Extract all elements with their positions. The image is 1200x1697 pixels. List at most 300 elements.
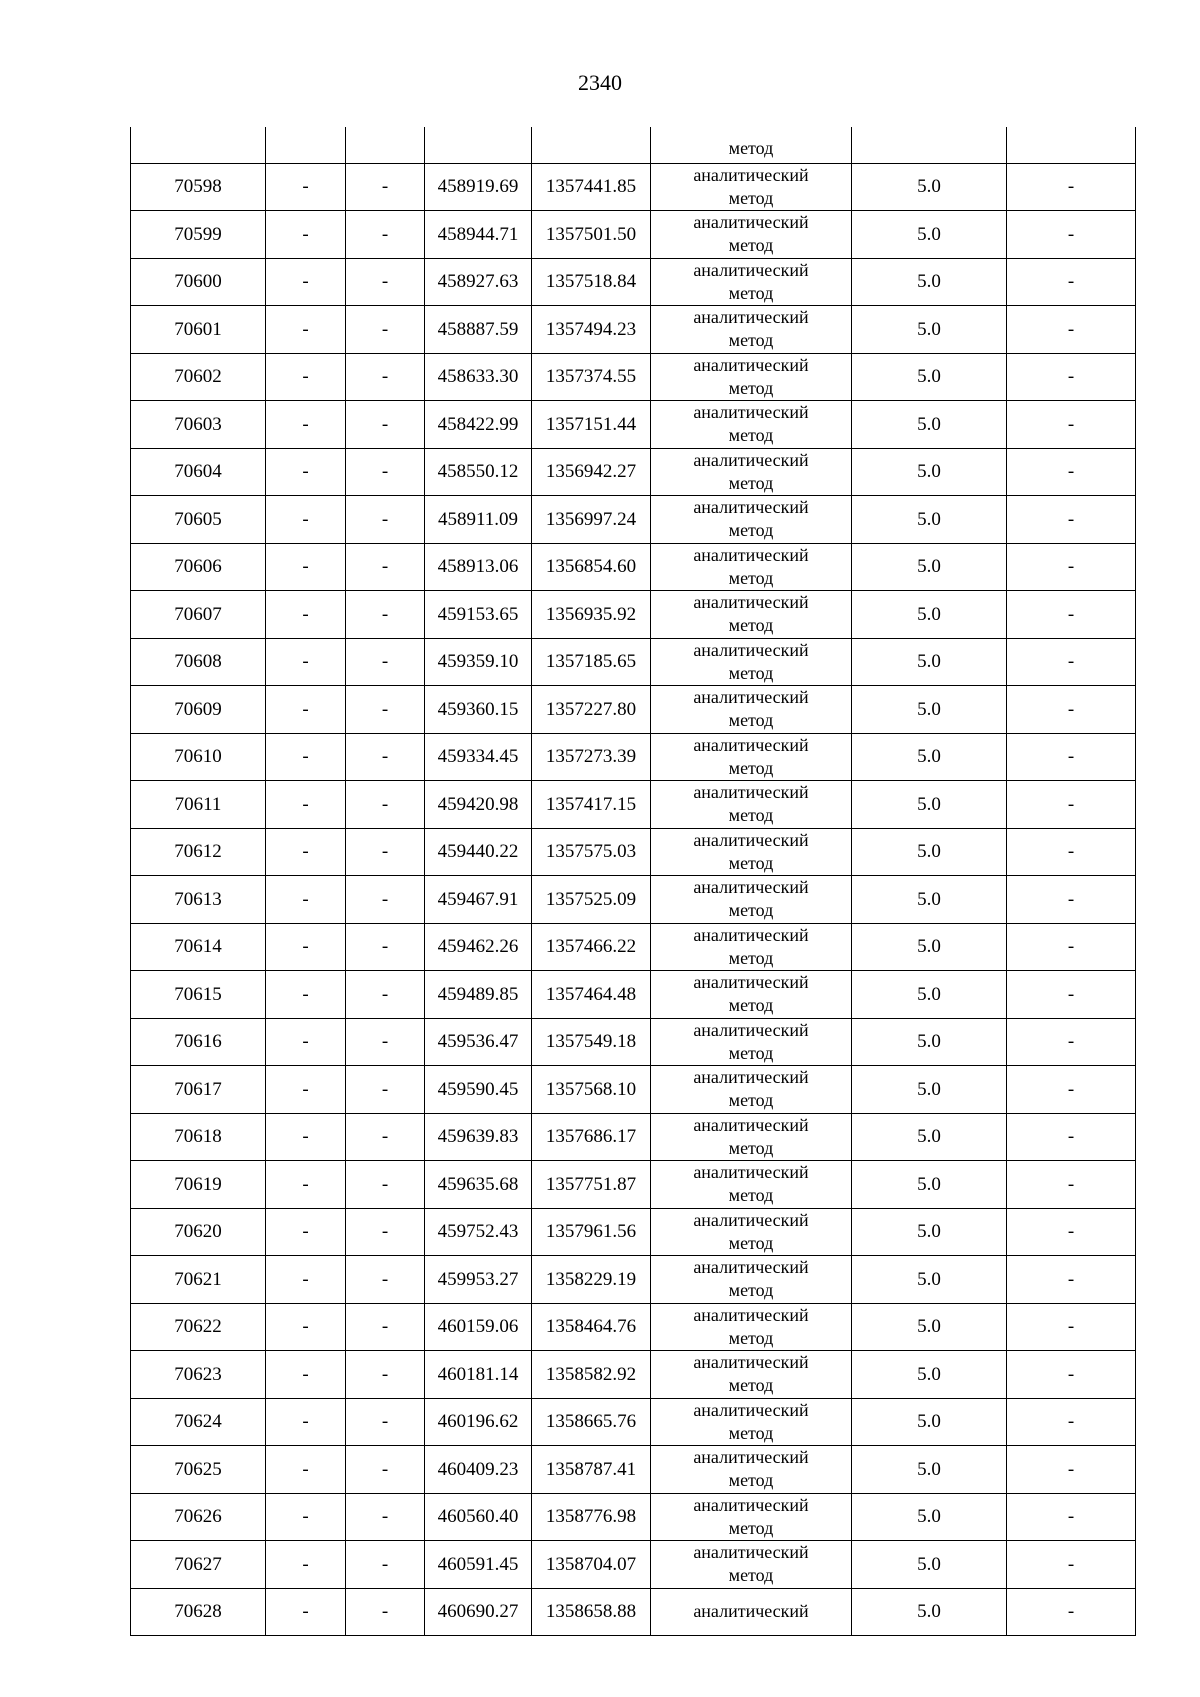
col2-cell: - xyxy=(266,1351,346,1399)
col3-cell xyxy=(346,127,425,163)
point-id-cell: 70617 xyxy=(131,1066,266,1114)
method-line-2: метод xyxy=(728,852,774,873)
point-id-cell: 70599 xyxy=(131,211,266,259)
method-cell xyxy=(651,1398,852,1446)
accuracy-cell: 5.0 xyxy=(852,401,1007,449)
method-line-1: аналитический xyxy=(693,1067,809,1088)
point-id-cell: 70608 xyxy=(131,638,266,686)
method-line-1: аналитический xyxy=(693,639,809,660)
method-line-2: метод xyxy=(728,377,774,398)
method-line-1: аналитический xyxy=(693,544,809,565)
note-cell: - xyxy=(1007,686,1136,734)
note-cell: - xyxy=(1007,496,1136,544)
col2-cell: - xyxy=(266,496,346,544)
col3-cell: - xyxy=(346,828,425,876)
col3-cell: - xyxy=(346,1398,425,1446)
method-line-1: аналитический xyxy=(693,307,809,328)
y-coordinate-cell: 1356997.24 xyxy=(532,496,651,544)
note-cell: - xyxy=(1007,401,1136,449)
method-cell xyxy=(651,1588,852,1636)
x-coordinate-cell: 459360.15 xyxy=(425,686,532,734)
accuracy-cell: 5.0 xyxy=(852,353,1007,401)
note-cell: - xyxy=(1007,1588,1136,1636)
col3-cell: - xyxy=(346,1493,425,1541)
method-line-2: метод xyxy=(728,1042,774,1063)
x-coordinate-cell: 460690.27 xyxy=(425,1588,532,1636)
note-cell: - xyxy=(1007,1208,1136,1256)
col3-cell: - xyxy=(346,1066,425,1114)
y-coordinate-cell: 1357568.10 xyxy=(532,1066,651,1114)
method-cell xyxy=(651,828,852,876)
method-line-1: аналитический xyxy=(693,402,809,423)
point-id-cell: 70616 xyxy=(131,1018,266,1066)
table-row xyxy=(131,923,1136,971)
col3-cell: - xyxy=(346,401,425,449)
accuracy-cell: 5.0 xyxy=(852,1588,1007,1636)
x-coordinate-cell: 458887.59 xyxy=(425,306,532,354)
table-row xyxy=(131,543,1136,591)
method-cell xyxy=(651,923,852,971)
point-id-cell: 70625 xyxy=(131,1446,266,1494)
col3-cell: - xyxy=(346,258,425,306)
x-coordinate-cell: 459462.26 xyxy=(425,923,532,971)
method-cell xyxy=(651,1446,852,1494)
y-coordinate-cell: 1357374.55 xyxy=(532,353,651,401)
accuracy-cell: 5.0 xyxy=(852,1541,1007,1589)
y-coordinate-cell: 1356942.27 xyxy=(532,448,651,496)
method-line-2: метод xyxy=(728,1327,774,1348)
accuracy-cell: 5.0 xyxy=(852,828,1007,876)
table-row xyxy=(131,258,1136,306)
col2-cell: - xyxy=(266,258,346,306)
table-row xyxy=(131,448,1136,496)
method-line-1: аналитический xyxy=(693,829,809,850)
point-id-cell: 70615 xyxy=(131,971,266,1019)
accuracy-cell: 5.0 xyxy=(852,1398,1007,1446)
method-cell xyxy=(651,448,852,496)
y-coordinate-cell: 1357466.22 xyxy=(532,923,651,971)
col2-cell: - xyxy=(266,448,346,496)
y-coordinate-cell xyxy=(532,127,651,163)
col2-cell: - xyxy=(266,1066,346,1114)
point-id-cell: 70601 xyxy=(131,306,266,354)
method-line-1: аналитический xyxy=(693,449,809,470)
method-cell xyxy=(651,496,852,544)
method-line-1: аналитический xyxy=(693,687,809,708)
note-cell: - xyxy=(1007,1066,1136,1114)
accuracy-cell: 5.0 xyxy=(852,876,1007,924)
method-line-1: аналитический xyxy=(693,259,809,280)
method-line-1: аналитический xyxy=(693,1494,809,1515)
point-id-cell: 70624 xyxy=(131,1398,266,1446)
method-line-1: аналитический xyxy=(693,1601,809,1622)
col3-cell: - xyxy=(346,591,425,639)
method-cell xyxy=(651,876,852,924)
note-cell: - xyxy=(1007,1256,1136,1304)
accuracy-cell: 5.0 xyxy=(852,591,1007,639)
method-line-1: аналитический xyxy=(693,1162,809,1183)
table-row xyxy=(131,1446,1136,1494)
table-row xyxy=(131,828,1136,876)
method-cell xyxy=(651,781,852,829)
table-row xyxy=(131,1018,1136,1066)
method-cell xyxy=(651,971,852,1019)
col3-cell: - xyxy=(346,1161,425,1209)
accuracy-cell: 5.0 xyxy=(852,1018,1007,1066)
y-coordinate-cell: 1357273.39 xyxy=(532,733,651,781)
x-coordinate-cell: 460181.14 xyxy=(425,1351,532,1399)
method-cell xyxy=(651,1303,852,1351)
col3-cell: - xyxy=(346,923,425,971)
col2-cell: - xyxy=(266,1208,346,1256)
col2-cell xyxy=(266,127,346,163)
method-line-2: метод xyxy=(728,662,774,683)
table-row xyxy=(131,591,1136,639)
accuracy-cell: 5.0 xyxy=(852,923,1007,971)
col2-cell: - xyxy=(266,211,346,259)
method-line-2: метод xyxy=(728,1422,774,1443)
method-line-2: метод xyxy=(728,757,774,778)
x-coordinate-cell: 458927.63 xyxy=(425,258,532,306)
col2-cell: - xyxy=(266,876,346,924)
note-cell: - xyxy=(1007,923,1136,971)
method-cell xyxy=(651,638,852,686)
method-cell xyxy=(651,591,852,639)
accuracy-cell: 5.0 xyxy=(852,1066,1007,1114)
x-coordinate-cell: 458550.12 xyxy=(425,448,532,496)
point-id-cell: 70610 xyxy=(131,733,266,781)
table-row xyxy=(131,1161,1136,1209)
note-cell: - xyxy=(1007,781,1136,829)
accuracy-cell: 5.0 xyxy=(852,1208,1007,1256)
method-line-1: аналитический xyxy=(693,497,809,518)
method-line-1: аналитический xyxy=(693,1447,809,1468)
y-coordinate-cell: 1358787.41 xyxy=(532,1446,651,1494)
point-id-cell: 70609 xyxy=(131,686,266,734)
y-coordinate-cell: 1357494.23 xyxy=(532,306,651,354)
x-coordinate-cell: 459420.98 xyxy=(425,781,532,829)
x-coordinate-cell: 459467.91 xyxy=(425,876,532,924)
method-cell xyxy=(651,211,852,259)
method-line-2: метод xyxy=(728,805,774,826)
method-cell xyxy=(651,1066,852,1114)
table-row xyxy=(131,876,1136,924)
accuracy-cell: 5.0 xyxy=(852,163,1007,211)
x-coordinate-cell: 459953.27 xyxy=(425,1256,532,1304)
point-id-cell: 70623 xyxy=(131,1351,266,1399)
x-coordinate-cell: 458422.99 xyxy=(425,401,532,449)
point-id-cell xyxy=(131,127,266,163)
y-coordinate-cell: 1357549.18 xyxy=(532,1018,651,1066)
method-line-2: метод xyxy=(728,282,774,303)
method-line-1: аналитический xyxy=(693,782,809,803)
page-number: 2340 xyxy=(578,70,622,95)
y-coordinate-cell: 1358704.07 xyxy=(532,1541,651,1589)
accuracy-cell: 5.0 xyxy=(852,971,1007,1019)
y-coordinate-cell: 1358229.19 xyxy=(532,1256,651,1304)
method-line-2: метод xyxy=(728,1232,774,1253)
point-id-cell: 70604 xyxy=(131,448,266,496)
y-coordinate-cell: 1357501.50 xyxy=(532,211,651,259)
y-coordinate-cell: 1357151.44 xyxy=(532,401,651,449)
note-cell: - xyxy=(1007,638,1136,686)
note-cell: - xyxy=(1007,306,1136,354)
note-cell: - xyxy=(1007,211,1136,259)
col2-cell: - xyxy=(266,1303,346,1351)
col2-cell: - xyxy=(266,1256,346,1304)
method-line-1: аналитический xyxy=(693,1257,809,1278)
table-row xyxy=(131,211,1136,259)
point-id-cell: 70621 xyxy=(131,1256,266,1304)
col2-cell: - xyxy=(266,781,346,829)
method-line-1: аналитический xyxy=(693,592,809,613)
table-row xyxy=(131,1256,1136,1304)
method-cell xyxy=(651,1493,852,1541)
method-line-2: метод xyxy=(728,1090,774,1111)
y-coordinate-cell: 1357751.87 xyxy=(532,1161,651,1209)
y-coordinate-cell: 1356935.92 xyxy=(532,591,651,639)
method-cell xyxy=(651,1208,852,1256)
col2-cell: - xyxy=(266,1541,346,1589)
accuracy-cell: 5.0 xyxy=(852,1113,1007,1161)
col2-cell: - xyxy=(266,828,346,876)
y-coordinate-cell: 1357417.15 xyxy=(532,781,651,829)
x-coordinate-cell: 458944.71 xyxy=(425,211,532,259)
table-row xyxy=(131,781,1136,829)
method-line-2: метод xyxy=(728,520,774,541)
table-row xyxy=(131,638,1136,686)
x-coordinate-cell: 460591.45 xyxy=(425,1541,532,1589)
accuracy-cell xyxy=(852,127,1007,163)
method-cell xyxy=(651,686,852,734)
note-cell: - xyxy=(1007,971,1136,1019)
accuracy-cell: 5.0 xyxy=(852,1256,1007,1304)
col2-cell: - xyxy=(266,686,346,734)
point-id-cell: 70627 xyxy=(131,1541,266,1589)
method-line-1: аналитический xyxy=(693,354,809,375)
table-row xyxy=(131,1208,1136,1256)
col3-cell: - xyxy=(346,971,425,1019)
note-cell: - xyxy=(1007,258,1136,306)
method-line-2: метод xyxy=(728,330,774,351)
note-cell: - xyxy=(1007,1161,1136,1209)
accuracy-cell: 5.0 xyxy=(852,1303,1007,1351)
point-id-cell: 70613 xyxy=(131,876,266,924)
note-cell: - xyxy=(1007,1446,1136,1494)
method-cell xyxy=(651,353,852,401)
x-coordinate-cell: 460409.23 xyxy=(425,1446,532,1494)
col3-cell: - xyxy=(346,1588,425,1636)
point-id-cell: 70611 xyxy=(131,781,266,829)
accuracy-cell: 5.0 xyxy=(852,733,1007,781)
accuracy-cell: 5.0 xyxy=(852,1446,1007,1494)
note-cell: - xyxy=(1007,591,1136,639)
method-line-1: аналитический xyxy=(693,1114,809,1135)
x-coordinate-cell: 459334.45 xyxy=(425,733,532,781)
accuracy-cell: 5.0 xyxy=(852,448,1007,496)
y-coordinate-cell: 1358658.88 xyxy=(532,1588,651,1636)
x-coordinate-cell: 459359.10 xyxy=(425,638,532,686)
y-coordinate-cell: 1357686.17 xyxy=(532,1113,651,1161)
method-cell xyxy=(651,1256,852,1304)
y-coordinate-cell: 1357227.80 xyxy=(532,686,651,734)
table-row xyxy=(131,1351,1136,1399)
method-cell xyxy=(651,306,852,354)
y-coordinate-cell: 1357575.03 xyxy=(532,828,651,876)
method-cell: метод xyxy=(651,127,852,163)
table-row xyxy=(131,353,1136,401)
col3-cell: - xyxy=(346,686,425,734)
x-coordinate-cell: 459752.43 xyxy=(425,1208,532,1256)
point-id-cell: 70614 xyxy=(131,923,266,971)
col3-cell: - xyxy=(346,1256,425,1304)
col3-cell: - xyxy=(346,353,425,401)
accuracy-cell: 5.0 xyxy=(852,1493,1007,1541)
method-line-2: метод xyxy=(728,900,774,921)
col3-cell: - xyxy=(346,163,425,211)
x-coordinate-cell: 459153.65 xyxy=(425,591,532,639)
note-cell: - xyxy=(1007,1493,1136,1541)
method-line-2: метод xyxy=(728,1185,774,1206)
point-id-cell: 70600 xyxy=(131,258,266,306)
point-id-cell: 70618 xyxy=(131,1113,266,1161)
col2-cell: - xyxy=(266,1018,346,1066)
col3-cell: - xyxy=(346,1303,425,1351)
point-id-cell: 70606 xyxy=(131,543,266,591)
accuracy-cell: 5.0 xyxy=(852,1161,1007,1209)
point-id-cell: 70619 xyxy=(131,1161,266,1209)
method-line-2: метод xyxy=(728,1470,774,1491)
point-id-cell: 70605 xyxy=(131,496,266,544)
y-coordinate-cell: 1357525.09 xyxy=(532,876,651,924)
col2-cell: - xyxy=(266,923,346,971)
method-line-2: метод xyxy=(728,1375,774,1396)
note-cell xyxy=(1007,127,1136,163)
y-coordinate-cell: 1357464.48 xyxy=(532,971,651,1019)
col3-cell: - xyxy=(346,496,425,544)
table-row xyxy=(131,1398,1136,1446)
col3-cell: - xyxy=(346,1018,425,1066)
col2-cell: - xyxy=(266,733,346,781)
y-coordinate-cell: 1358582.92 xyxy=(532,1351,651,1399)
col2-cell: - xyxy=(266,1588,346,1636)
x-coordinate-cell: 459639.83 xyxy=(425,1113,532,1161)
col3-cell: - xyxy=(346,733,425,781)
table-row xyxy=(131,306,1136,354)
x-coordinate-cell: 458633.30 xyxy=(425,353,532,401)
method-line-1: аналитический xyxy=(693,877,809,898)
col2-cell: - xyxy=(266,1446,346,1494)
point-id-cell: 70626 xyxy=(131,1493,266,1541)
note-cell: - xyxy=(1007,733,1136,781)
point-id-cell: 70620 xyxy=(131,1208,266,1256)
y-coordinate-cell: 1357441.85 xyxy=(532,163,651,211)
col2-cell: - xyxy=(266,1398,346,1446)
y-coordinate-cell: 1358776.98 xyxy=(532,1493,651,1541)
method-cell xyxy=(651,1161,852,1209)
method-cell xyxy=(651,1351,852,1399)
col2-cell: - xyxy=(266,401,346,449)
col2-cell: - xyxy=(266,1113,346,1161)
col2-cell: - xyxy=(266,306,346,354)
x-coordinate-cell: 460196.62 xyxy=(425,1398,532,1446)
col3-cell: - xyxy=(346,1541,425,1589)
note-cell: - xyxy=(1007,1541,1136,1589)
col3-cell: - xyxy=(346,1113,425,1161)
method-line-1: аналитический xyxy=(693,734,809,755)
y-coordinate-cell: 1357185.65 xyxy=(532,638,651,686)
table-row xyxy=(131,733,1136,781)
method-cell xyxy=(651,163,852,211)
y-coordinate-cell: 1356854.60 xyxy=(532,543,651,591)
method-line-2: метод xyxy=(728,947,774,968)
col3-cell: - xyxy=(346,876,425,924)
method-line-1: аналитический xyxy=(693,924,809,945)
x-coordinate-cell: 460159.06 xyxy=(425,1303,532,1351)
col3-cell: - xyxy=(346,781,425,829)
method-line-1: аналитический xyxy=(693,1352,809,1373)
col2-cell: - xyxy=(266,591,346,639)
accuracy-cell: 5.0 xyxy=(852,638,1007,686)
method-line-1: аналитический xyxy=(693,1209,809,1230)
note-cell: - xyxy=(1007,828,1136,876)
note-cell: - xyxy=(1007,1018,1136,1066)
table-row xyxy=(131,1303,1136,1351)
table-row xyxy=(131,686,1136,734)
accuracy-cell: 5.0 xyxy=(852,258,1007,306)
x-coordinate-cell: 458913.06 xyxy=(425,543,532,591)
table-row xyxy=(131,163,1136,211)
y-coordinate-cell: 1358665.76 xyxy=(532,1398,651,1446)
table-row xyxy=(131,1541,1136,1589)
method-line-1: аналитический xyxy=(693,212,809,233)
accuracy-cell: 5.0 xyxy=(852,543,1007,591)
note-cell: - xyxy=(1007,448,1136,496)
x-coordinate-cell: 458911.09 xyxy=(425,496,532,544)
x-coordinate-cell: 459590.45 xyxy=(425,1066,532,1114)
x-coordinate-cell: 460560.40 xyxy=(425,1493,532,1541)
method-line-2: метод xyxy=(728,1565,774,1586)
note-cell: - xyxy=(1007,1398,1136,1446)
method-line-1: аналитический xyxy=(693,972,809,993)
note-cell: - xyxy=(1007,543,1136,591)
method-line-2: метод xyxy=(728,615,774,636)
x-coordinate-cell xyxy=(425,127,532,163)
x-coordinate-cell: 458919.69 xyxy=(425,163,532,211)
col3-cell: - xyxy=(346,306,425,354)
table-row xyxy=(131,971,1136,1019)
point-id-cell: 70628 xyxy=(131,1588,266,1636)
method-cell xyxy=(651,258,852,306)
table-row xyxy=(131,1493,1136,1541)
continuation-row xyxy=(131,127,1136,163)
accuracy-cell: 5.0 xyxy=(852,1351,1007,1399)
method-line-1: аналитический xyxy=(693,1542,809,1563)
note-cell: - xyxy=(1007,876,1136,924)
method-line-1: аналитический xyxy=(693,1304,809,1325)
accuracy-cell: 5.0 xyxy=(852,211,1007,259)
method-line-2: метод xyxy=(728,472,774,493)
x-coordinate-cell: 459536.47 xyxy=(425,1018,532,1066)
x-coordinate-cell: 459440.22 xyxy=(425,828,532,876)
point-id-cell: 70598 xyxy=(131,163,266,211)
y-coordinate-cell: 1357518.84 xyxy=(532,258,651,306)
note-cell: - xyxy=(1007,163,1136,211)
method-cell xyxy=(651,1541,852,1589)
method-line-2: метод xyxy=(728,235,774,256)
method-line-1: аналитический xyxy=(693,164,809,185)
x-coordinate-cell: 459489.85 xyxy=(425,971,532,1019)
